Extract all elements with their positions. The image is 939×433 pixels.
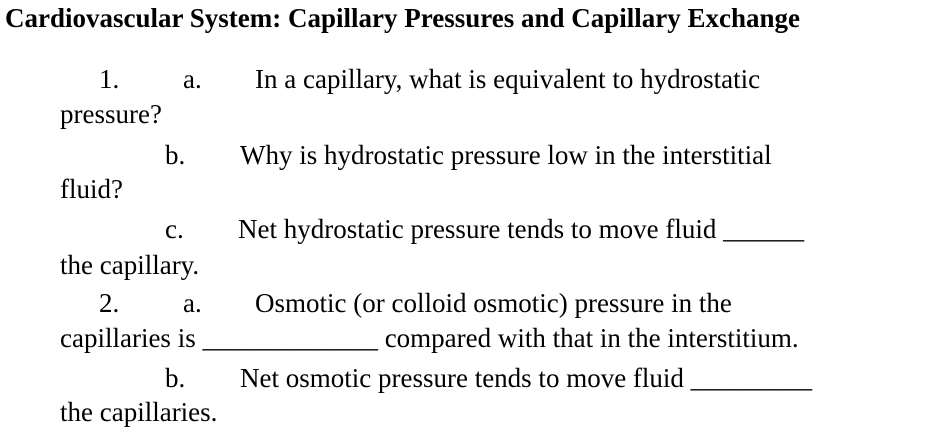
question-1c-letter: c.	[165, 214, 184, 244]
question-1a-continuation: pressure?	[60, 99, 162, 129]
question-2a-letter: a.	[183, 288, 202, 318]
question-2a-continuation: capillaries is _____________ compared with that in the interstitium.	[60, 323, 799, 353]
question-1a-letter: a.	[183, 64, 202, 94]
question-2b-letter: b.	[165, 363, 186, 393]
question-2b-text: Net osmotic pressure tends to move fluid _________	[240, 363, 813, 393]
question-1b-text: Why is hydrostatic pressure low in the interstitial	[240, 140, 772, 170]
question-2-number: 2.	[99, 288, 120, 318]
page-title: Cardiovascular System: Capillary Pressures and Capillary Exchange	[5, 3, 801, 33]
question-1-number: 1.	[99, 64, 120, 94]
question-1c-continuation: the capillary.	[60, 250, 200, 280]
question-2a-text: Osmotic (or colloid osmotic) pressure in the	[255, 288, 732, 318]
question-2b-continuation: the capillaries.	[60, 397, 218, 427]
question-1c-text: Net hydrostatic pressure tends to move fluid ______	[238, 214, 805, 244]
question-1b-letter: b.	[165, 140, 186, 170]
question-1b-continuation: fluid?	[60, 174, 123, 204]
question-1a-text: In a capillary, what is equivalent to hydrostatic	[255, 64, 761, 94]
